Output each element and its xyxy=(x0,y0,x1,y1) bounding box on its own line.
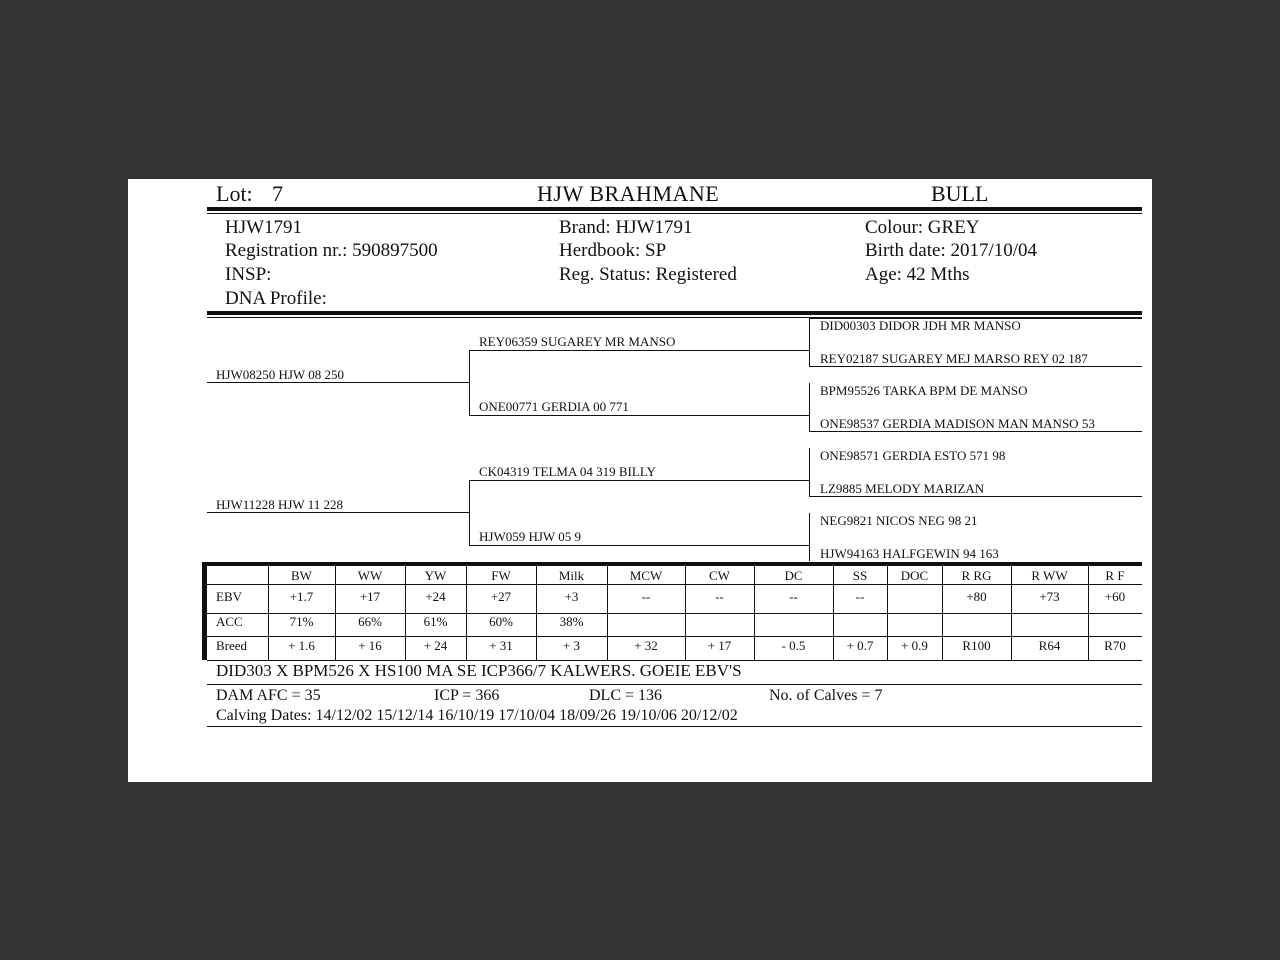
ebv-column-header: R RG xyxy=(961,568,992,583)
lot-label: Lot: xyxy=(216,181,253,206)
ebv-row-label: EBV xyxy=(216,589,242,604)
ebv-column-header: MCW xyxy=(629,568,663,583)
ebv-column-header: CW xyxy=(709,568,730,583)
pedigree-line xyxy=(469,545,810,546)
ggp-name: HJW94163 HALFGEWIN 94 163 xyxy=(820,546,999,561)
pedigree-line xyxy=(207,382,470,383)
ebv-cell: +27 xyxy=(490,589,512,604)
colour-field: Colour: GREY xyxy=(865,217,980,238)
header-rule xyxy=(207,207,1142,211)
sire-dam-name: ONE00771 GERDIA 00 771 xyxy=(479,399,629,414)
ggp-name: ONE98571 GERDIA ESTO 571 98 xyxy=(820,448,1006,463)
pedigree-line xyxy=(469,480,470,545)
ebv-cell: + 16 xyxy=(358,638,382,653)
remarks-text: DID303 X BPM526 X HS100 MA SE ICP366/7 KALWERS. GOEIE EBV'S xyxy=(216,661,742,680)
animal-id: HJW1791 xyxy=(225,217,303,238)
ebv-cell: + 17 xyxy=(707,638,732,653)
ebv-cell: +3 xyxy=(564,589,579,604)
calving-dates: Calving Dates: 14/12/02 15/12/14 16/10/19 17/10/04 18/09/26 19/10/06 20/12/02 xyxy=(216,707,738,724)
sire-sire-name: REY06359 SUGAREY MR MANSO xyxy=(479,334,676,349)
dam-dlc: DLC = 136 xyxy=(589,687,663,704)
ebv-cell: -- xyxy=(855,589,865,604)
sire-name: HJW08250 HJW 08 250 xyxy=(216,367,344,382)
ebv-cell: R64 xyxy=(1038,638,1061,653)
ebv-cell: 61% xyxy=(423,614,448,629)
pedigree-line xyxy=(809,513,810,561)
ebv-cell: +60 xyxy=(1104,589,1126,604)
ebv-cell: + 0.7 xyxy=(846,638,874,653)
ebv-cell: +17 xyxy=(359,589,381,604)
ebv-cell: -- xyxy=(789,589,798,604)
ebv-cell: +1.7 xyxy=(289,589,314,604)
dam-calves-count: No. of Calves = 7 xyxy=(769,687,883,704)
herdbook-field: Herdbook: SP xyxy=(559,240,667,261)
ebv-column-header: SS xyxy=(852,568,868,583)
ebv-cell: R70 xyxy=(1104,638,1126,653)
ggp-name: REY02187 SUGAREY MEJ MARSO REY 02 187 xyxy=(820,351,1088,366)
birth-date-field: Birth date: 2017/10/04 xyxy=(865,240,1038,261)
remarks-rule xyxy=(207,684,1142,685)
ebv-cell: -- xyxy=(715,589,724,604)
ebv-column-header: Milk xyxy=(558,568,585,583)
insp-field: INSP: xyxy=(225,264,272,285)
pedigree-line xyxy=(809,366,1142,367)
ebv-column-header: FW xyxy=(491,568,511,583)
registration-number: Registration nr.: 590897500 xyxy=(225,240,438,261)
ebv-column-header: R F xyxy=(1105,568,1125,583)
brand-field: Brand: HJW1791 xyxy=(559,217,693,238)
ebv-cell: + 0.9 xyxy=(901,638,928,653)
ebv-cell: + 1.6 xyxy=(288,638,315,653)
ebv-column-header: BW xyxy=(291,568,312,583)
ggp-name: DID00303 DIDOR JDH MR MANSO xyxy=(820,318,1021,333)
ebv-cell: + 31 xyxy=(489,638,513,653)
pedigree-line xyxy=(809,318,810,366)
pedigree-line xyxy=(809,383,810,431)
info-rule xyxy=(207,311,1142,315)
dam-info-rule xyxy=(207,726,1142,727)
ebv-cell: 38% xyxy=(559,614,584,629)
ebv-cell: +73 xyxy=(1039,589,1060,604)
ebv-left-rule xyxy=(202,562,207,660)
pedigree-line xyxy=(469,480,810,481)
lot-card xyxy=(128,179,1152,782)
ggp-name: LZ9885 MELODY MARIZAN xyxy=(820,481,985,496)
dam-dam-name: HJW059 HJW 05 9 xyxy=(479,529,581,544)
dam-sire-name: CK04319 TELMA 04 319 BILLY xyxy=(479,464,656,479)
lot-number: 7 xyxy=(272,181,283,206)
pedigree-line xyxy=(469,350,810,351)
reg-status-field: Reg. Status: Registered xyxy=(559,264,737,285)
ebv-cell: +24 xyxy=(425,589,446,604)
animal-name: HJW BRAHMANE xyxy=(537,181,720,206)
ebv-cell: -- xyxy=(641,589,651,604)
ebv-cell: + 3 xyxy=(562,638,581,653)
age-field: Age: 42 Mths xyxy=(865,264,970,285)
ebv-cell: - 0.5 xyxy=(781,638,806,653)
header-rule-thin xyxy=(207,213,1142,214)
pedigree-line xyxy=(207,512,470,513)
ebv-cell: R100 xyxy=(962,638,991,653)
ebv-cell: 60% xyxy=(489,614,513,629)
animal-sex: BULL xyxy=(931,181,989,206)
ebv-top-rule xyxy=(202,562,1142,566)
acc-row-label: ACC xyxy=(216,614,243,629)
ebv-column-header: WW xyxy=(357,568,383,583)
ebv-cell: +80 xyxy=(966,589,987,604)
dna-profile-field: DNA Profile: xyxy=(225,288,327,309)
ggp-name: NEG9821 NICOS NEG 98 21 xyxy=(820,513,978,528)
pedigree-line xyxy=(469,350,470,415)
ebv-cell: 66% xyxy=(358,614,382,629)
dam-icp: ICP = 366 xyxy=(434,687,500,704)
pedigree-line xyxy=(809,496,1142,497)
ebv-column-header: YW xyxy=(424,568,447,583)
pedigree-line xyxy=(469,415,810,416)
ebv-cell: 71% xyxy=(289,614,314,629)
ggp-name: BPM95526 TARKA BPM DE MANSO xyxy=(820,383,1028,398)
breed-row-label: Breed xyxy=(216,638,248,653)
dam-name: HJW11228 HJW 11 228 xyxy=(216,497,343,512)
ebv-column-header: DOC xyxy=(900,568,929,583)
ebv-column-header: DC xyxy=(784,568,803,583)
ebv-cell: + 32 xyxy=(634,638,658,653)
pedigree-line xyxy=(809,431,1142,432)
dam-afc: DAM AFC = 35 xyxy=(216,687,321,704)
ebv-cell: + 24 xyxy=(423,638,448,653)
pedigree-line xyxy=(809,448,810,496)
ebv-column-header: R WW xyxy=(1031,568,1068,583)
ggp-name: ONE98537 GERDIA MADISON MAN MANSO 53 xyxy=(820,416,1095,431)
